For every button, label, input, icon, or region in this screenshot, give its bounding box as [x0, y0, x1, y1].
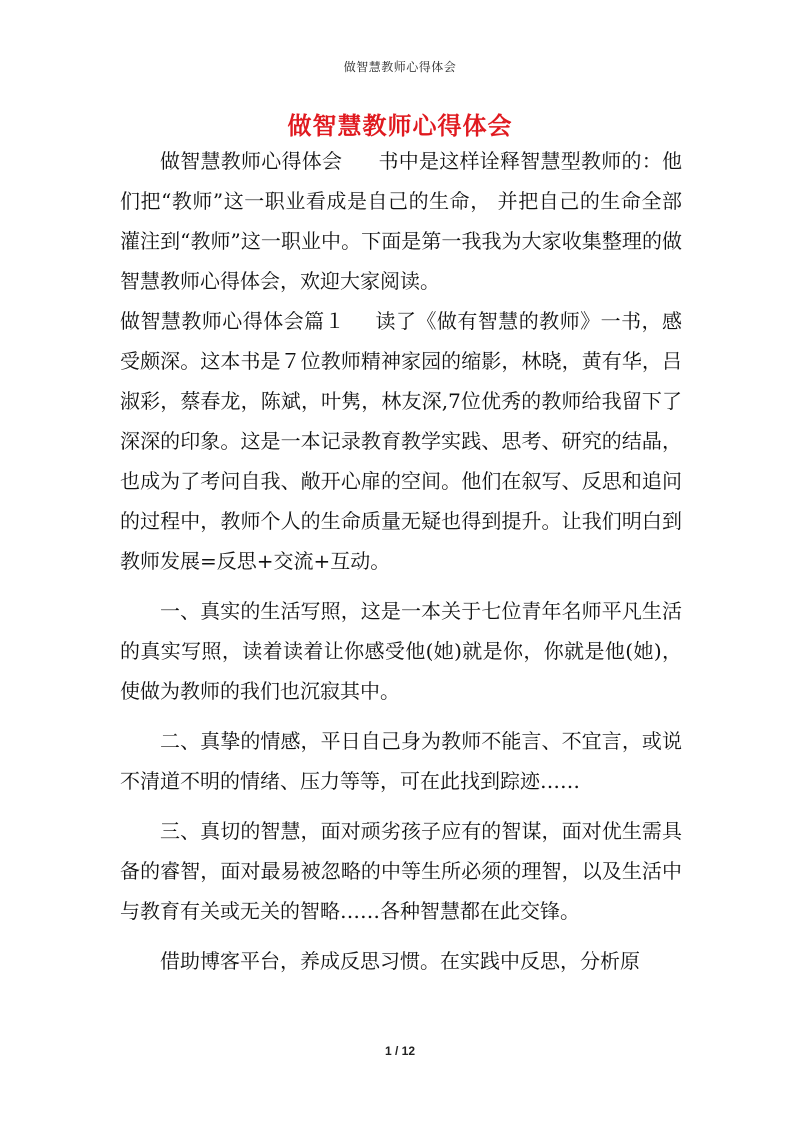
intro-paragraph	[120, 141, 682, 301]
section-text: 读了《做有智慧的教师》一书，感受颇深。这本书是７位教师精神家园的缩影，林晓，黄有华，吕淑彩，蔡春龙，陈斌，叶隽，林友深,7位优秀的教师给我留下了深深的印象。这是一本记录教育教学实践、思考、研究的结晶，也成为了考问自我、敞开心扉的空间。他们在叙写、反思和追问的过程中，教师个人的生命质量无疑也得到提升。让我们明白到教师发展=反思+交流+互动。	[120, 309, 683, 573]
paragraph-1: 一、真实的生活写照，这是一本关于七位青年名师平凡生活的真实写照，读着读着让你感受他(她)就是你，你就是他(她)，使做为教师的我们也沉寂其中。	[120, 599, 682, 703]
paragraph-3: 三、真切的智慧，面对顽劣孩子应有的智谋，面对优生需具备的睿智，面对最易被忽略的中等生所必须的理智，以及生活中与教育有关或无关的智略……各种智慧都在此交锋。	[120, 819, 682, 923]
section-heading: 做智慧教师心得体会篇１	[120, 309, 346, 333]
document-title: 做智慧教师心得体会	[287, 111, 513, 140]
paragraph-2: 二、真挚的情感，平日自己身为教师不能言、不宜言，或说不清道不明的情绪、压力等等，可在此找到踪迹……	[120, 729, 682, 793]
document-body	[120, 141, 682, 981]
section-paragraph	[120, 301, 682, 581]
intro-title-ref: 做智慧教师心得体会	[160, 149, 343, 173]
paragraph-4: 借助博客平台，养成反思习惯。在实践中反思，分析原	[160, 949, 640, 973]
running-header: 做智慧教师心得体会	[343, 60, 457, 74]
intro-text: 书中是这样诠释智慧型教师的：他们把“教师”这一职业看成是自己的生命， 并把自己的生命全部灌注到“教师”这一职业中。下面是第一我我为大家收集整理的做智慧教师心得体会，欢迎大家阅读。	[120, 149, 682, 293]
page-number: 1 / 12	[384, 1044, 416, 1058]
